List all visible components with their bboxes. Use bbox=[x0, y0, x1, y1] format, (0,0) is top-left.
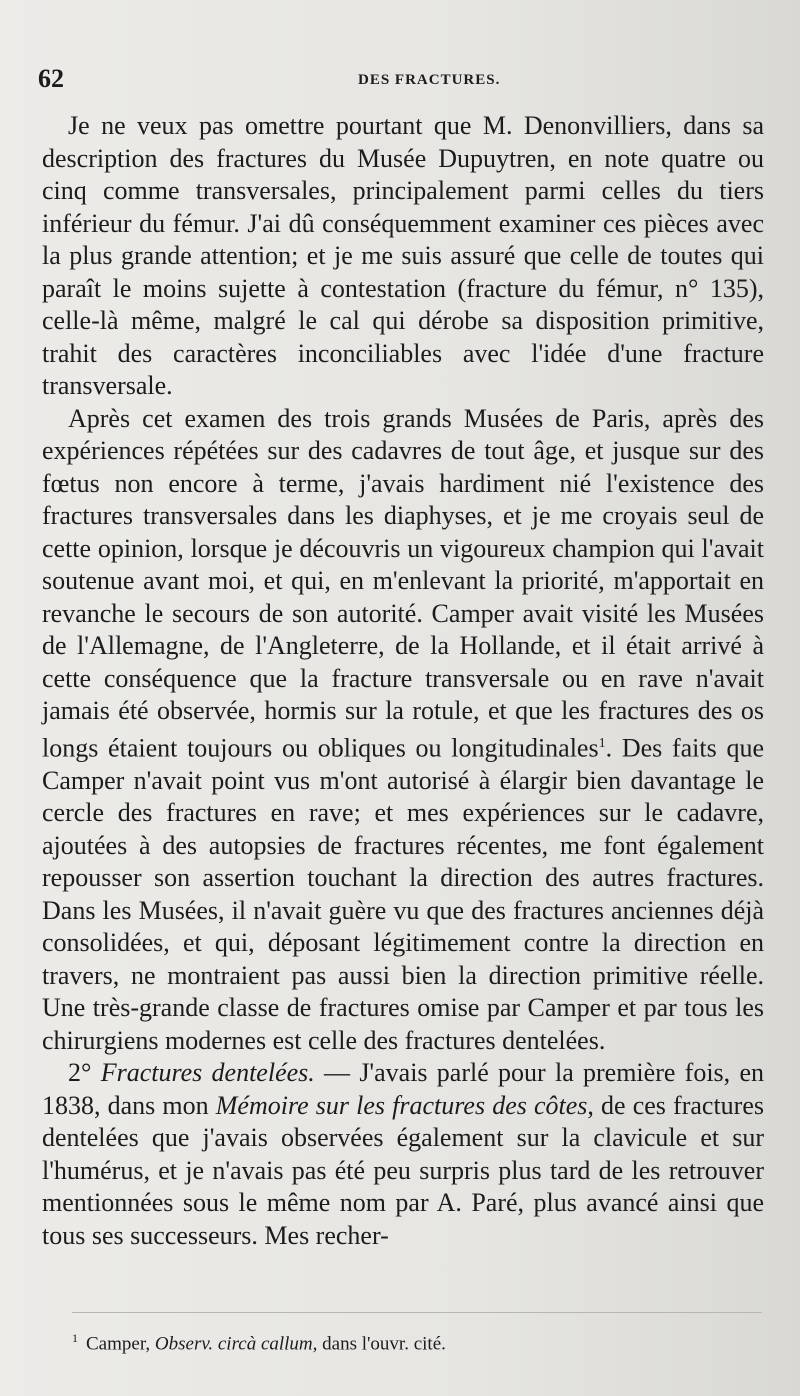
paragraph-3 bbox=[42, 1057, 764, 1252]
paragraph-1-text: Je ne veux pas omettre pourtant que M. Denonvilliers, dans sa description des fractures du Musée Dupuytren, en note quatre ou cinq comme transversales, principalement parmi celles du tiers inférieur du fémur. J'ai dû conséquemment examiner ces pièces avec la plus grande attention; et je me suis assuré que celle de toutes qui paraît le moins sujette à contestation (fracture du fémur, n° 135), celle-là même, malgré le cal qui dérobe sa disposition primitive, trahit des caractères inconciliables avec l'idée d'une fracture transversale. bbox=[42, 111, 764, 400]
footnote bbox=[72, 1331, 762, 1355]
paragraph-3-text-b: , de ces fractures dentelées que j'avais observées également sur la clavicule et sur l'humérus, et je n'avais pas été peu surpris plus tard de les retrouver mentionnées sous le même nom par A. Paré, plus avancé ainsi que tous ses successeurs. Mes recher- bbox=[42, 1090, 764, 1250]
footnote-divider bbox=[72, 1312, 762, 1313]
footnote-author: Camper, bbox=[86, 1333, 151, 1355]
body-text bbox=[42, 110, 764, 1252]
running-title: DES FRACTURES. bbox=[358, 72, 501, 88]
page-header bbox=[38, 64, 762, 104]
footnote-rest: dans l'ouvr. cité. bbox=[322, 1333, 446, 1355]
paragraph-3-text-a: — J'avais parlé pour la première fois, en 1838, dans mon bbox=[42, 1058, 764, 1120]
paragraph-2 bbox=[42, 403, 764, 1058]
footnote-mark: 1 bbox=[72, 1331, 78, 1345]
footnote-reference: 1 bbox=[598, 735, 606, 751]
paragraph-1 bbox=[42, 110, 764, 403]
footnote-title: Observ. circà callum, bbox=[154, 1333, 318, 1355]
memoire-title: Mémoire sur les fractures des côtes bbox=[215, 1090, 588, 1120]
paragraph-2-text-a: Après cet examen des trois grands Musées de Paris, après des expériences répétées sur des cadavres de tout âge, et jusque sur des fœtus non encore à terme, j'avais hardiment nié l'existence des fractures transversales dans les diaphyses, et je me croyais seul de cette opinion, lorsque je découvris un vigoureux champion qui l'avait soutenue avant moi, et qui, en m'enlevant la priorité, m'apportait en revanche le secours de son autorité. Camper avait visité les Musées de l'Allemagne, de l'Angleterre, de la Hollande, et il était arrivé à cette conséquence que la fracture transversale ou en rave n'avait jamais été observée, hormis sur la rotule, et que les fractures des os longs étaient toujours ou obliques ou longitudinales bbox=[42, 403, 764, 763]
paragraph-2-text-b: . Des faits que Camper n'avait point vus m'ont autorisé à élargir bien davantage le cercle des fractures en rave; et mes expériences sur le cadavre, ajoutées à des autopsies de fractures récentes, me font également repousser son assertion touchant la direction des autres fractures. Dans les Musées, il n'avait guère vu que des fractures anciennes déjà consolidées, et qui, déposant légitimement contre la direction en travers, ne montraient pas aussi bien la direction primitive réelle. Une très-grande classe de fractures omise par Camper et par tous les chirurgiens modernes est celle des fractures dentelées. bbox=[42, 733, 764, 1055]
section-heading: Fractures dentelées. bbox=[100, 1058, 315, 1088]
section-number: 2° bbox=[68, 1058, 92, 1088]
page-number: 62 bbox=[38, 64, 64, 93]
